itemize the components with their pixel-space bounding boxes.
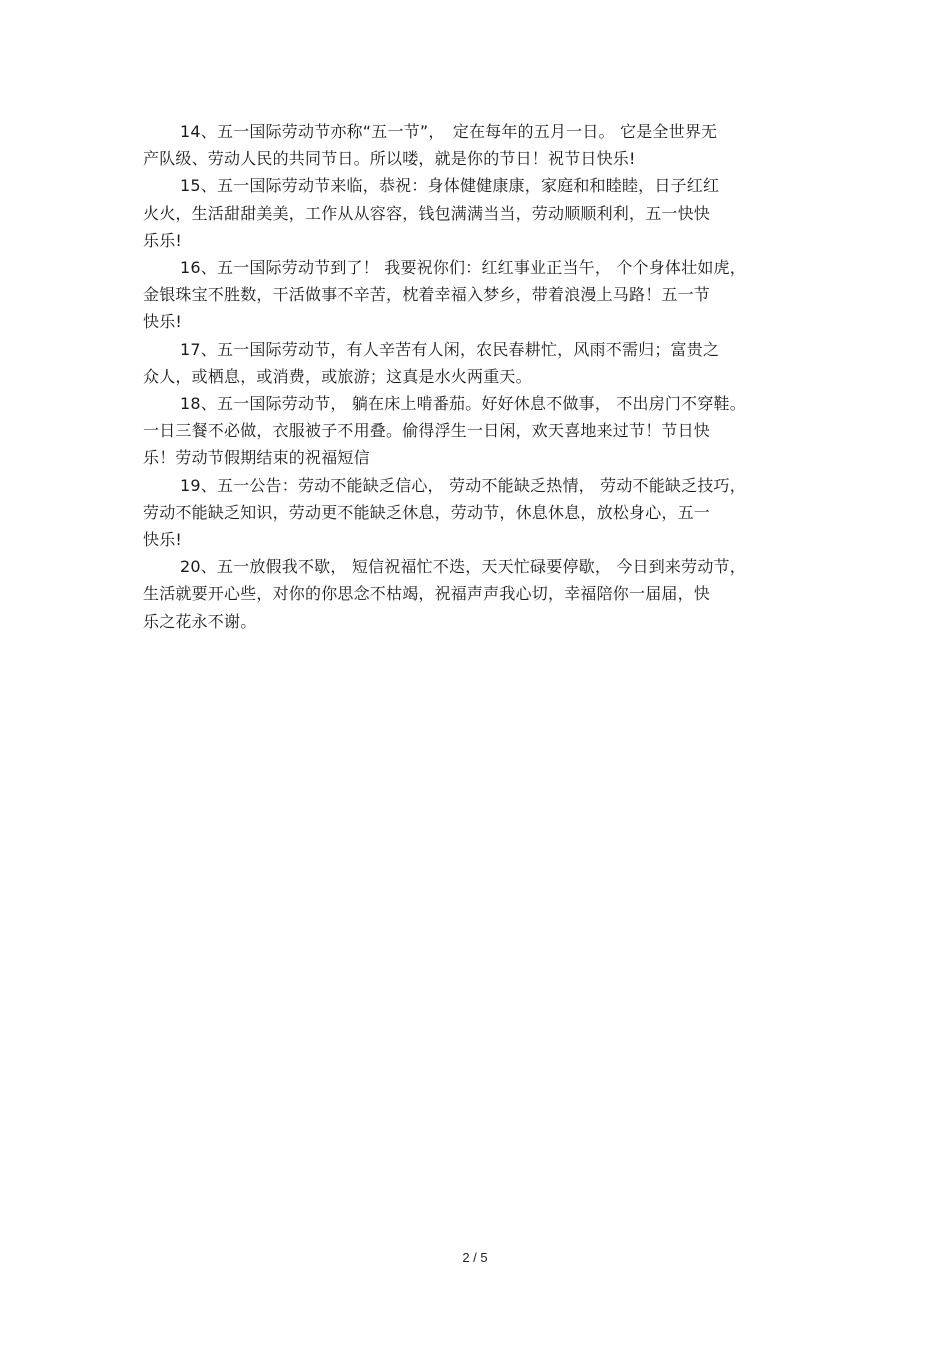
paragraph-line: 16、五一国际劳动节到了！ 我要祝你们：红红事业正当午， 个个身体壮如虎， <box>180 258 746 278</box>
paragraph-line: 生活就要开心些，对你的你思念不枯竭，祝福声声我心切，幸福陪你一届届，快 <box>143 584 711 604</box>
paragraph-18 <box>143 390 793 472</box>
paragraph-line: 14、五一国际劳动节亦称“五一节”， 定在每年的五月一日。 它是全世界无 <box>180 122 718 141</box>
paragraph-line: 17、五一国际劳动节，有人辛苦有人闲，农民春耕忙，风雨不需归；富贵之 <box>180 339 720 359</box>
paragraph-line: 众人，或栖息，或消费，或旅游；这真是水火两重天。 <box>143 366 532 386</box>
paragraph-20 <box>143 553 793 635</box>
paragraph-line: 乐之花永不谢。 <box>143 611 257 631</box>
paragraph-16 <box>143 254 793 336</box>
paragraph-15 <box>143 172 793 254</box>
page-number: 2 / 5 <box>462 1250 488 1265</box>
paragraph-line: 乐乐! <box>143 230 183 250</box>
paragraph-line: 乐！劳动节假期结束的祝福短信 <box>143 448 370 468</box>
paragraph-line: 火火，生活甜甜美美，工作从从容容，钱包满满当当，劳动顺顺利利，五一快快 <box>143 203 711 223</box>
paragraph-line: 15、五一国际劳动节来临，恭祝：身体健健康康，家庭和和睦睦，日子红红 <box>180 176 720 196</box>
paragraph-line: 快乐! <box>143 312 183 332</box>
paragraph-line: 快乐! <box>143 530 183 550</box>
paragraph-line: 18、五一国际劳动节， 躺在床上啃番茄。好好休息不做事， 不出房门不穿鞋。 <box>180 394 746 414</box>
paragraph-line: 一日三餐不必做，衣服被子不用叠。偷得浮生一日闲，欢天喜地来过节！节日快 <box>143 421 711 441</box>
paragraph-17 <box>143 336 793 390</box>
paragraph-line: 劳动不能缺乏知识，劳动更不能缺乏休息，劳动节，休息休息，放松身心，五一 <box>143 502 711 522</box>
paragraph-line: 19、五一公告：劳动不能缺乏信心， 劳动不能缺乏热情， 劳动不能缺乏技巧， <box>180 475 746 495</box>
paragraph-line: 20、五一放假我不歇， 短信祝福忙不迭，天天忙碌要停歇， 今日到来劳动节， <box>180 557 746 577</box>
paragraph-19 <box>143 472 793 554</box>
document-body <box>143 118 793 635</box>
paragraph-line: 产队级、劳动人民的共同节日。所以喽，就是你的节日！祝节日快乐! <box>143 149 636 169</box>
paragraph-line: 金银珠宝不胜数，干活做事不辛苦，枕着幸福入梦乡，带着浪漫上马路！五一节 <box>143 285 711 305</box>
paragraph-14 <box>143 118 793 172</box>
